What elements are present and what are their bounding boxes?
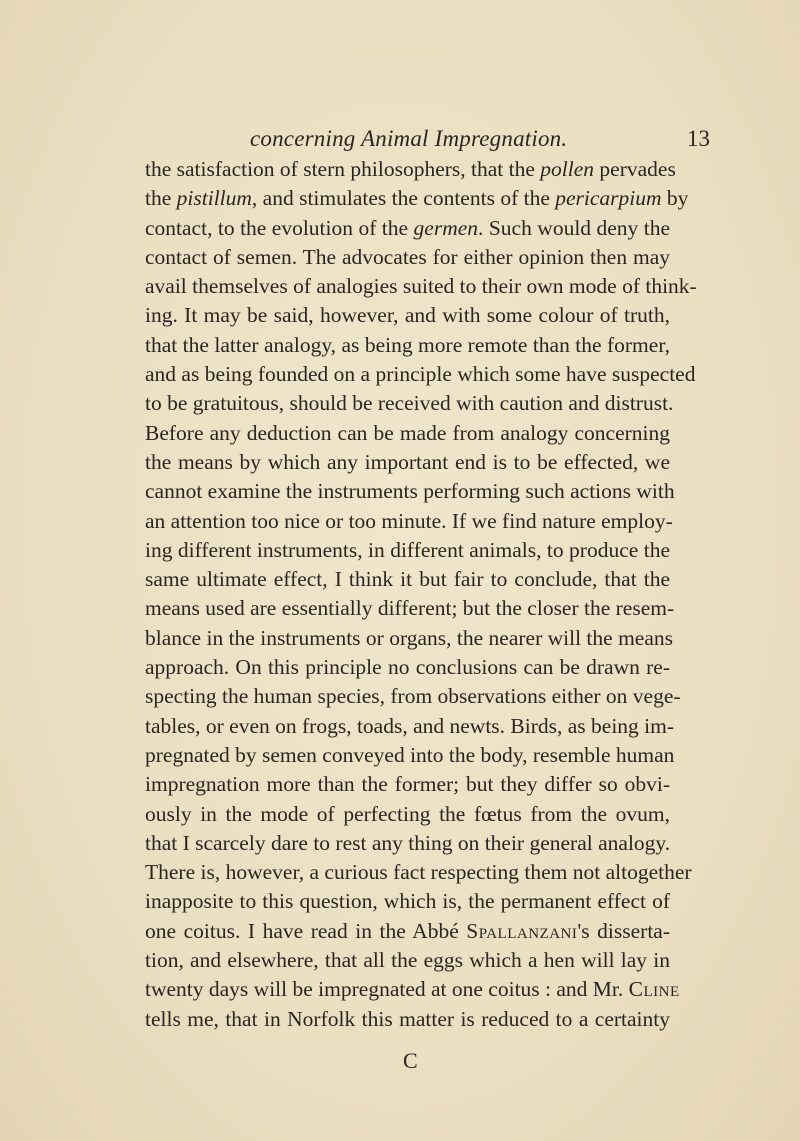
text-line: means used are essentially different; but the closer the resem- (145, 596, 675, 621)
italic-term: pericarpium (555, 186, 662, 211)
text-line: an attention too nice or too minute. If we find nature employ- (145, 508, 673, 533)
text-line: ing different instruments, in different animals, to produce the (145, 537, 670, 562)
text-line: contact, to the evolution of the germen. Such would deny the (145, 215, 670, 240)
signature-mark: C (403, 1048, 418, 1073)
text-line: ously in the mode of perfecting the fœtus from the ovum, (145, 801, 670, 826)
text-line: pregnated by semen conveyed into the body, resemble human (145, 742, 675, 767)
text-line: There is, however, a curious fact respecting them not altogether (145, 860, 692, 885)
running-head-title: concerning Animal Impregnation. (250, 126, 568, 151)
text-line: one coitus. I have read in the Abbé Spallanzani's disserta- (145, 918, 671, 943)
text-line: tells me, that in Norfolk this matter is reduced to a certainty (145, 1006, 670, 1031)
italic-term: pollen (540, 157, 595, 181)
text-line: the means by which any important end is to be effected, we (145, 449, 670, 474)
body-text (145, 155, 697, 1034)
text-line: to be gratuitous, should be received with caution and distrust. (145, 391, 674, 416)
text-line: contact of semen. The advocates for either opinion then may (145, 244, 670, 269)
text-line: impregnation more than the former; but they differ so obvi- (145, 772, 670, 797)
text-line: and as being founded on a principle which some have suspected (145, 362, 696, 387)
text-line: tion, and elsewhere, that all the eggs which a hen will lay in (145, 948, 670, 973)
text-line: inapposite to this question, which is, the permanent effect of (145, 889, 670, 914)
text-line: specting the human species, from observations either on vege- (145, 684, 681, 709)
text-line: same ultimate effect, I think it but fair to conclude, that the (145, 567, 670, 592)
text-line: blance in the instruments or organs, the nearer will the means (145, 625, 673, 650)
page-number: 13 (687, 126, 710, 151)
text-line: Before any deduction can be made from analogy concerning (145, 420, 670, 445)
text-line: the pistillum, and stimulates the contents of the pericarpium by (145, 186, 689, 211)
text-line: ing. It may be said, however, and with some colour of truth, (145, 303, 670, 328)
text-line: avail themselves of analogies suited to their own mode of think- (145, 274, 697, 299)
text-line: the satisfaction of stern philosophers, that the pollen pervades (145, 157, 676, 181)
text-line: tables, or even on frogs, toads, and newts. Birds, as being im- (145, 713, 675, 738)
text-line: that the latter analogy, as being more remote than the former, (145, 332, 670, 357)
small-caps-name: Spallanzani (466, 918, 578, 943)
text-line: cannot examine the instruments performing such actions with (145, 479, 675, 504)
text-line: twenty days will be impregnated at one coitus : and Mr. Cline (145, 977, 680, 1002)
text-line: approach. On this principle no conclusions can be drawn re- (145, 655, 670, 680)
small-caps-name: Cline (628, 977, 680, 1002)
italic-term: germen (413, 215, 479, 240)
text-line: that I scarcely dare to rest any thing on their general analogy. (145, 830, 671, 855)
italic-term: pistillum (176, 186, 252, 211)
